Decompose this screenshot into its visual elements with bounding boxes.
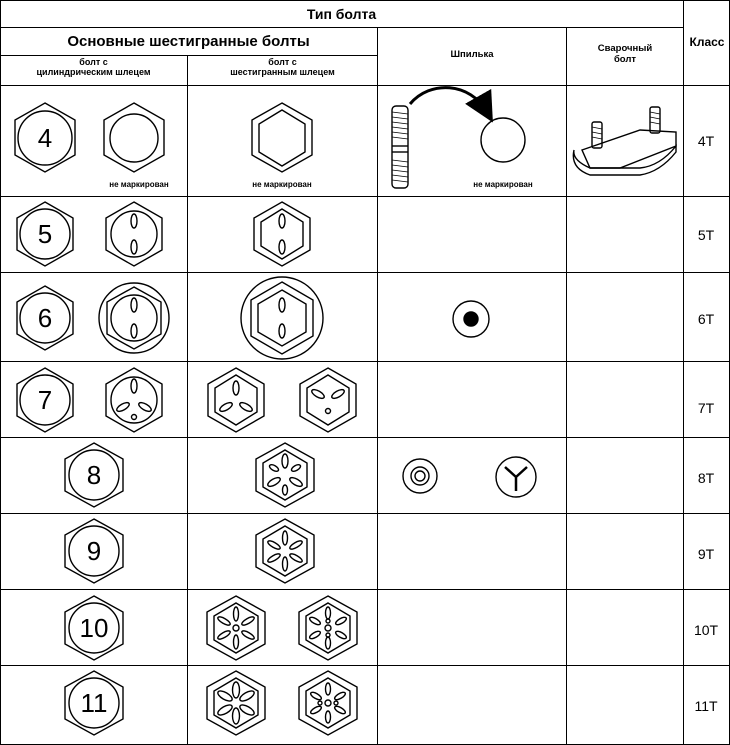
bolt-number-8: 8 (86, 460, 102, 490)
hex-slot-head-class-11a (207, 671, 265, 735)
bolt-number-5: 5 (37, 219, 53, 249)
stud-mark-y (496, 457, 536, 497)
class-8t: 8T (697, 470, 715, 486)
weld-bolt-drawing (573, 107, 676, 175)
hex-slot-head-class-7b (300, 368, 356, 432)
hex-slot-head-class-10a (207, 596, 265, 660)
hex-slot-head-class-10b (299, 596, 357, 660)
class-9t: 9T (697, 546, 715, 562)
hex-slot-head-class-5 (254, 202, 310, 266)
cylindrical-head-class-5 (106, 202, 162, 266)
cylindrical-head-class-7 (106, 368, 162, 432)
hex-bolts-header: Основные шестигранные болты (67, 33, 310, 50)
bolt-number-9: 9 (86, 536, 102, 566)
stud-mark-dot (453, 301, 489, 337)
class-4t: 4T (697, 133, 715, 149)
table-title: Тип болта (306, 6, 377, 22)
hex-slot-head-class-6 (241, 277, 323, 359)
bolt-number-10: 10 (79, 613, 109, 643)
cylindrical-head-unmarked (104, 103, 164, 172)
cylindrical-slot-header: болт с цилиндрическим шлецем (36, 57, 151, 78)
class-11t: 11T (694, 698, 718, 714)
hex-slot-head-class-11b (299, 671, 357, 735)
weld-bolt-header: Сварочный болт (597, 43, 653, 65)
bolt-number-7: 7 (37, 385, 53, 415)
not-marked-hex-slot: не маркирован (252, 180, 312, 189)
cylindrical-head-class-6 (99, 283, 169, 353)
hex-slot-head-class-7a (208, 368, 264, 432)
hex-slot-head-unmarked (252, 103, 312, 172)
class-10t: 10T (693, 622, 719, 638)
class-6t: 6T (697, 311, 715, 327)
not-marked-cylindrical: не маркирован (109, 180, 169, 189)
bolt-number-11: 11 (80, 688, 108, 718)
stud-mark-rings (403, 459, 437, 493)
hex-slot-head-class-9 (256, 519, 314, 583)
stud-drawing (392, 88, 525, 188)
class-7t: 7T (697, 400, 715, 416)
hex-slot-header: болт с шестигранным шлецем (230, 57, 335, 78)
hex-slot-head-class-8 (256, 443, 314, 507)
class-header: Класс (689, 35, 725, 49)
bolt-number-6: 6 (37, 303, 53, 333)
class-5t: 5T (697, 227, 715, 243)
stud-header: Шпилька (450, 49, 494, 60)
bolt-number-4: 4 (37, 123, 53, 153)
not-marked-stud: не маркирован (473, 180, 533, 189)
